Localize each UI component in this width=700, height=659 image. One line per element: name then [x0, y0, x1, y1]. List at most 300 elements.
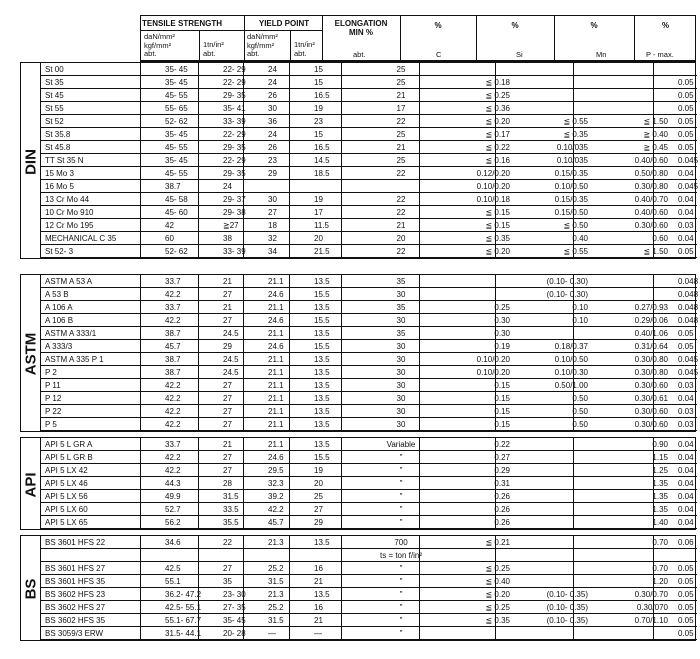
elongation-cell: 22 — [396, 169, 406, 178]
yield-metric-cell: 32 — [268, 234, 277, 243]
tensile-metric-cell: 45- 60 — [165, 208, 188, 217]
grade-cell: St 55 — [45, 104, 64, 113]
phosphorus-cell: 0.048 — [678, 277, 699, 286]
grade-cell: 12 Cr Mo 195 — [45, 221, 94, 230]
carbon-cell: 0.15 — [494, 381, 510, 390]
table-row — [41, 601, 697, 614]
section-title-text: API — [22, 471, 40, 498]
silicon-cell — [516, 536, 594, 549]
tensile-metric-cell: 35- 45 — [165, 65, 188, 74]
c-percent: % — [434, 21, 442, 30]
phosphorus-cell: 0.05 — [678, 590, 694, 599]
yield-imperial-cell: 13.5 — [314, 440, 330, 449]
manganese-cell: 0.30/0.70 — [634, 590, 668, 599]
yield-metric-cell: — — [268, 629, 276, 638]
grade-cell: St 35 — [45, 78, 64, 87]
yield-imperial-cell: 13.5 — [314, 590, 330, 599]
elongation-cell: 30 — [396, 316, 406, 325]
silicon-cell — [516, 76, 594, 89]
tensile-imperial-cell: 22 — [223, 538, 232, 547]
p-heading: P - max. — [646, 50, 674, 59]
elongation-cell: " — [399, 616, 403, 625]
tensile-imperial-cell: 27 — [223, 564, 232, 573]
tensile-metric-cell: 38.7 — [165, 329, 181, 338]
yield-imperial-cell: 15 — [314, 78, 323, 87]
phosphorus-cell: 0.06 — [678, 538, 694, 547]
phosphorus-cell: 0.05 — [678, 616, 694, 625]
grade-cell: ASTM A 333/1 — [45, 329, 97, 338]
tensile-imperial-cell: 22- 29 — [223, 65, 246, 74]
yield-imperial-cell: 19 — [314, 466, 323, 475]
manganese-cell — [594, 76, 674, 89]
yield-metric-cell: 24.6 — [268, 316, 284, 325]
tensile-imperial-cell: 22- 29 — [223, 130, 246, 139]
yield-metric-cell: 21.1 — [268, 381, 284, 390]
phosphorus-cell: 0.048 — [678, 303, 699, 312]
yield-metric-cell: 18 — [268, 221, 277, 230]
carbon-cell: ≦ 0.17 — [485, 130, 510, 139]
yield-imperial-cell: 13.5 — [314, 277, 330, 286]
grade-cell: BS 3601 HFS 27 — [45, 564, 106, 573]
table-row — [41, 89, 697, 102]
grade-cell: BS 3601 HFS 22 — [45, 538, 106, 547]
manganese-cell: 0.30/0.60 — [634, 381, 668, 390]
carbon-cell: 0.10/0.20 — [476, 368, 510, 377]
yield-metric-cell — [264, 549, 310, 562]
carbon-cell: ≦ 0.25 — [485, 564, 510, 573]
carbon-cell: 0.30 — [494, 329, 510, 338]
table-row — [41, 438, 697, 451]
manganese-cell: 1.35 — [652, 479, 668, 488]
silicon-cell: 0.15/0.35 — [554, 169, 588, 178]
carbon-cell: ≦ 0.25 — [485, 603, 510, 612]
carbon-cell: 0.29 — [494, 466, 510, 475]
phosphorus-cell: 0.03 — [678, 221, 694, 230]
phosphorus-cell: 0.04 — [678, 453, 694, 462]
table-row — [41, 141, 697, 154]
phosphorus-cell — [674, 549, 700, 562]
tensile-imperial-cell: 35 — [223, 577, 232, 586]
carbon-cell: 0.10/0.20 — [476, 182, 510, 191]
silicon-cell: 0.10 — [572, 316, 588, 325]
phosphorus-cell: 0.045 — [678, 156, 699, 165]
grade-cell: A 333/3 — [45, 342, 73, 351]
yield-imperial-cell: 23 — [314, 117, 323, 126]
elongation-cell: " — [399, 492, 403, 501]
silicon-cell — [516, 102, 594, 115]
tensile-metric-cell: 45- 55 — [165, 91, 188, 100]
silicon-cell: 0.50 — [572, 407, 588, 416]
tensile-metric-cell: 52- 62 — [165, 247, 188, 256]
tensile-imperial-cell: 29- 35 — [223, 169, 246, 178]
yield-imperial-cell: 27 — [314, 505, 323, 514]
yield-imperial-cell: — — [314, 629, 322, 638]
phosphorus-cell: 0.04 — [678, 440, 694, 449]
yield-metric-cell: 24 — [268, 130, 277, 139]
table-row — [41, 418, 697, 431]
yield-metric-cell: 39.2 — [268, 492, 284, 501]
elongation-cell: 25 — [396, 130, 406, 139]
yield-metric-cell: 26 — [268, 91, 277, 100]
grade-cell — [45, 549, 157, 562]
table-row — [41, 614, 697, 627]
carbon-cell: 0.31 — [494, 479, 510, 488]
yield-metric-cell: 25.2 — [268, 603, 284, 612]
manganese-cell: 0.70 — [652, 538, 668, 547]
silicon-cell: 0.10/0.50 — [554, 182, 588, 191]
phosphorus-cell: 0.05 — [678, 329, 694, 338]
tensile-metric-cell: 42.5 — [165, 564, 181, 573]
carbon-cell: 0.25 — [494, 303, 510, 312]
tensile-metric-cell: 49.9 — [165, 492, 181, 501]
silicon-cell: ≦ 0.50 — [563, 221, 588, 230]
silicon-cell — [516, 516, 594, 529]
carbon-cell: 0.27 — [494, 453, 510, 462]
table-row — [41, 588, 697, 601]
grade-cell: API 5 LX 42 — [45, 466, 88, 475]
grade-cell: St 00 — [45, 65, 64, 74]
elongation-cell — [362, 180, 440, 193]
table-row — [41, 288, 697, 301]
silicon-cell — [516, 575, 594, 588]
grade-cell: API 5 LX 65 — [45, 518, 88, 527]
manganese-cell: 0.30/0.61 — [634, 394, 668, 403]
yield-imperial-cell: 13.5 — [314, 303, 330, 312]
phosphorus-cell: 0.05 — [678, 78, 694, 87]
yield-metric-cell: 21.3 — [268, 590, 284, 599]
yield-imperial-cell: 13.5 — [314, 538, 330, 547]
elongation-cell: 30 — [396, 420, 406, 429]
elongation-cell: " — [399, 629, 403, 638]
manganese-cell: 0.30/0.60 — [634, 221, 668, 230]
tensile-metric-cell: 42.2 — [165, 453, 181, 462]
yield-imperial-cell: 16 — [314, 603, 323, 612]
tensile-metric-cell: 45- 58 — [165, 195, 188, 204]
yield-imperial-cell: 16.5 — [314, 143, 330, 152]
table-header — [140, 15, 696, 62]
elongation-cell: 22 — [396, 247, 406, 256]
phosphorus-cell: 0.045 — [678, 355, 699, 364]
phosphorus-cell: 0.04 — [678, 234, 694, 243]
tensile-imperial-cell: 24 — [223, 182, 232, 191]
carbon-cell: ≦ 0.20 — [485, 117, 510, 126]
tensile-imperial-cell: 35- 41 — [223, 104, 246, 113]
manganese-cell: 1.15 — [652, 453, 668, 462]
tensile-imperial-cell: 23- 30 — [223, 590, 246, 599]
silicon-cell: 0.10/0.50 — [554, 355, 588, 364]
table-row — [41, 405, 697, 418]
yield-metric-cell: 21.1 — [268, 394, 284, 403]
mn-heading: Mn — [596, 50, 607, 59]
section-api — [20, 437, 696, 530]
table-row — [41, 128, 697, 141]
carbon-cell: 0.30 — [494, 316, 510, 325]
p-percent: % — [661, 21, 670, 30]
table-row — [41, 379, 697, 392]
elongation-cell: 30 — [396, 342, 406, 351]
yield-metric-cell: 24.6 — [268, 453, 284, 462]
manganese-cell: 0.27/0.93 — [634, 303, 668, 312]
table-row — [41, 477, 697, 490]
phosphorus-cell: 0.04 — [678, 518, 694, 527]
phosphorus-cell: 0.048 — [678, 316, 699, 325]
phosphorus-cell: 0.05 — [678, 247, 694, 256]
yield-metric-cell: 36 — [268, 117, 277, 126]
tensile-metric-cell: 35- 45 — [165, 156, 188, 165]
elongation-cell: " — [399, 453, 403, 462]
elongation-cell: 25 — [396, 156, 406, 165]
yield-imperial-cell: 19 — [314, 104, 323, 113]
section-title-text: ASTM — [22, 332, 40, 376]
silicon-cell — [516, 627, 594, 640]
yield-imperial-cell: 21 — [314, 616, 323, 625]
section-title — [21, 536, 41, 642]
elongation-cell: 22 — [396, 208, 406, 217]
phosphorus-cell: 0.05 — [678, 91, 694, 100]
tensile-metric-cell: 55.1 — [165, 577, 181, 586]
carbon-cell — [440, 288, 516, 301]
manganese-cell — [594, 275, 674, 288]
tensile-imperial-cell: 21 — [223, 277, 232, 286]
yield-metric-cell: 21.1 — [268, 368, 284, 377]
phosphorus-cell — [674, 63, 700, 76]
carbon-cell: ≦ 0.22 — [485, 143, 510, 152]
yield-imperial-cell: 14.5 — [314, 156, 330, 165]
tensile-imperial-cell: 31.5 — [223, 492, 239, 501]
phosphorus-cell: 0.05 — [678, 104, 694, 113]
grade-cell: P 2 — [45, 368, 57, 377]
carbon-cell: ≦ 0.20 — [485, 590, 510, 599]
yield-metric-cell: 31.5 — [268, 616, 284, 625]
carbon-cell: ≦ 0.35 — [485, 234, 510, 243]
phosphorus-cell: 0.05 — [678, 629, 694, 638]
yield-imperial-cell: 21 — [314, 577, 323, 586]
carbon-cell: ≦ 0.35 — [485, 616, 510, 625]
manganese-cell — [594, 627, 674, 640]
tensile-metric-cell: 60 — [165, 234, 174, 243]
elongation-abt: abt. — [353, 50, 366, 59]
tensile-metric-cell: 31.5- 44.1 — [165, 629, 202, 638]
manganese-cell: ≦ 1.50 — [643, 117, 668, 126]
tensile-imperial-cell: 28 — [223, 479, 232, 488]
phosphorus-cell: 0.045 — [678, 368, 699, 377]
tensile-metric-cell: 42.2 — [165, 316, 181, 325]
manganese-cell: 0.29/0.06 — [634, 316, 668, 325]
elongation-cell: 20 — [396, 234, 406, 243]
grade-cell: St 52- 3 — [45, 247, 74, 256]
tensile-unit-imperial: 1tn/in² abt. — [203, 40, 224, 58]
table-row — [41, 392, 697, 405]
manganese-cell: 0.40/0.60 — [634, 208, 668, 217]
manganese-cell: 0.90 — [652, 440, 668, 449]
manganese-cell: 0.70/1.10 — [634, 616, 668, 625]
yield-metric-cell: 21.1 — [268, 440, 284, 449]
tensile-imperial-cell: 22- 29 — [223, 78, 246, 87]
carbon-cell: 0.12/0.20 — [476, 169, 510, 178]
grade-cell: 15 Mo 3 — [45, 169, 74, 178]
table-row — [41, 464, 697, 477]
manganese-cell: 0.50/0.80 — [634, 169, 668, 178]
yield-metric-cell: 24.6 — [268, 342, 284, 351]
tensile-imperial-cell: 24.5 — [223, 368, 239, 377]
tensile-metric-cell: 42.2 — [165, 420, 181, 429]
silicon-cell — [516, 63, 594, 76]
yield-unit-imperial: 1tn/in² abt. — [294, 40, 315, 58]
table-row — [41, 167, 697, 180]
yield-imperial-cell: 15.5 — [314, 316, 330, 325]
manganese-cell — [594, 288, 674, 301]
phosphorus-cell: 0.04 — [678, 195, 694, 204]
grade-cell: St 52 — [45, 117, 64, 126]
phosphorus-cell: 0.04 — [678, 169, 694, 178]
phosphorus-cell: 0.05 — [678, 603, 694, 612]
elongation-cell: 30 — [396, 394, 406, 403]
manganese-cell: 0.30/0.60 — [634, 420, 668, 429]
yield-imperial-cell: 13.5 — [314, 355, 330, 364]
elongation-cell: 22 — [396, 117, 406, 126]
tensile-imperial-cell: 21 — [223, 440, 232, 449]
manganese-cell: 0.30/0.80 — [634, 368, 668, 377]
elongation-cell: 21 — [396, 221, 406, 230]
elongation-cell: 30 — [396, 368, 406, 377]
tensile-metric-cell: 42.5- 55.1 — [165, 603, 202, 612]
carbon-cell: ≦ 0.15 — [485, 221, 510, 230]
tensile-metric-cell: 55- 65 — [165, 104, 188, 113]
grade-cell: St 45.8 — [45, 143, 71, 152]
table-row — [41, 245, 697, 258]
carbon-cell: 0.19 — [494, 342, 510, 351]
tensile-imperial-cell: 27- 35 — [223, 603, 246, 612]
yield-metric-cell: 24 — [268, 78, 277, 87]
manganese-cell: 0.40/1.06 — [634, 329, 668, 338]
yield-imperial-cell: 15.5 — [314, 453, 330, 462]
elongation-cell: " — [399, 518, 403, 527]
si-percent: % — [511, 21, 519, 30]
tensile-metric-cell: 45- 55 — [165, 169, 188, 178]
table-row — [41, 366, 697, 379]
si-heading: Si — [516, 50, 523, 59]
carbon-cell: ≦ 0.21 — [485, 538, 510, 547]
phosphorus-cell: 0.05 — [678, 342, 694, 351]
phosphorus-cell: 0.05 — [678, 577, 694, 586]
grade-cell: ASTM A 335 P 1 — [45, 355, 104, 364]
yield-imperial-cell: 13.5 — [314, 368, 330, 377]
grade-cell: BS 3059/3 ERW — [45, 629, 104, 638]
table-row — [41, 490, 697, 503]
yield-metric-cell: 42.2 — [268, 505, 284, 514]
silicon-cell: 0.15/0.35 — [554, 195, 588, 204]
silicon-cell: 0.50 — [572, 394, 588, 403]
elongation-cell: " — [399, 577, 403, 586]
carbon-cell: ≦ 0.18 — [485, 78, 510, 87]
table-row — [41, 76, 697, 89]
phosphorus-cell: 0.048 — [678, 290, 699, 299]
tensile-metric-cell: 42.2 — [165, 466, 181, 475]
yield-metric-cell: 29.5 — [268, 466, 284, 475]
yield-metric-cell: 31.5 — [268, 577, 284, 586]
manganese-cell: 1.35 — [652, 492, 668, 501]
section-title-text: DIN — [22, 148, 40, 175]
phosphorus-cell: 0.04 — [678, 479, 694, 488]
elongation-cell: ts = ton f/in² — [379, 551, 423, 560]
silicon-cell — [516, 327, 594, 340]
grade-cell: API 5 LX 56 — [45, 492, 88, 501]
yield-imperial-cell — [310, 549, 362, 562]
tensile-imperial-cell: ≧27 — [223, 221, 239, 230]
grade-cell: TT St 35 N — [45, 156, 84, 165]
elongation-cell: 22 — [396, 195, 406, 204]
manganese-cell — [594, 549, 674, 562]
grade-cell: St 35.8 — [45, 130, 71, 139]
yield-metric-cell: 30 — [268, 195, 277, 204]
yield-imperial-cell: 13.5 — [314, 394, 330, 403]
table-row — [41, 115, 697, 128]
tensile-imperial-cell: 33- 39 — [223, 247, 246, 256]
carbon-cell — [440, 63, 516, 76]
grade-cell: P 11 — [45, 381, 61, 390]
manganese-cell: 1.25 — [652, 466, 668, 475]
section-astm — [20, 274, 699, 432]
yield-imperial-cell: 19 — [314, 195, 323, 204]
grade-cell: P 22 — [45, 407, 62, 416]
silicon-cell: 0.50 — [572, 420, 588, 429]
silicon-cell: ≦ 0.35 — [563, 130, 588, 139]
tensile-metric-cell: 52- 62 — [165, 117, 188, 126]
yield-metric-cell: 27 — [268, 208, 277, 217]
tensile-imperial-cell: 29- 38 — [223, 208, 246, 217]
elongation-cell: 35 — [396, 329, 406, 338]
tensile-imperial-cell: 27 — [223, 290, 232, 299]
carbon-cell: 0.15 — [494, 394, 510, 403]
silicon-cell — [516, 451, 594, 464]
tensile-metric-cell: 36.2- 47.2 — [165, 590, 202, 599]
tensile-imperial-cell: 35- 45 — [223, 616, 246, 625]
grade-cell: 13 Cr Mo 44 — [45, 195, 90, 204]
table-row — [41, 451, 697, 464]
silicon-cell: ≦ 0.55 — [563, 117, 588, 126]
grade-cell: BS 3602 HFS 27 — [45, 603, 106, 612]
tensile-metric-cell: 55.1- 67.7 — [165, 616, 202, 625]
carbon-cell: ≦ 0.25 — [485, 91, 510, 100]
tensile-imperial-cell: 29- 37 — [223, 195, 246, 204]
grade-cell: ASTM A 53 A — [45, 277, 93, 286]
elongation-cell: " — [399, 505, 403, 514]
table-row — [41, 327, 697, 340]
tensile-metric-cell: 56.2 — [165, 518, 181, 527]
manganese-cell: 1.40 — [652, 518, 668, 527]
manganese-cell: 0.30/0.80 — [634, 182, 668, 191]
silicon-cell — [516, 477, 594, 490]
yield-imperial-cell: 13.5 — [314, 329, 330, 338]
tensile-metric-cell: 42.2 — [165, 394, 181, 403]
silicon-cell — [516, 89, 594, 102]
carbon-cell: ≦ 0.40 — [485, 577, 510, 586]
silicon-cell: 0.10 — [572, 303, 588, 312]
carbon-cell: ≦ 0.16 — [485, 156, 510, 165]
yield-metric-cell: 21.3 — [268, 538, 284, 547]
phosphorus-cell: 0.045 — [678, 182, 699, 191]
yield-metric-cell: 21.1 — [268, 303, 284, 312]
tensile-metric-cell: 45- 55 — [165, 143, 188, 152]
silicon-cell: (0.10- 0.30) — [546, 277, 588, 286]
tensile-imperial-cell: 27 — [223, 453, 232, 462]
table-row — [41, 232, 697, 245]
tensile-imperial-cell: 29 — [223, 342, 232, 351]
table-row — [41, 301, 697, 314]
manganese-cell — [594, 63, 674, 76]
yield-imperial-cell: 20 — [314, 234, 323, 243]
yield-metric-cell: 45.7 — [268, 518, 284, 527]
